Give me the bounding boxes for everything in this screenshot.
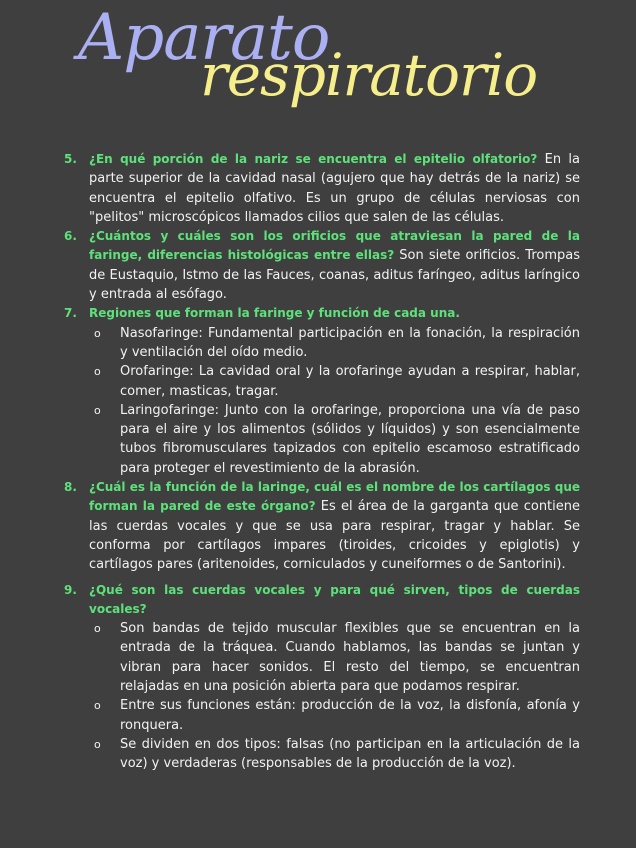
list-item: o Entre sus funciones están: producción de la voz, la disfonía, afonía y ronquera. bbox=[94, 696, 580, 735]
question-text: ¿Cuál es la función de la laringe, cuál es el nombre de los cartílagos que forman la pared de este órgano? bbox=[89, 480, 580, 514]
list-item: o Orofaringe: La cavidad oral y la orofaringe ayudan a respirar, hablar, comer, masticas, tragar. bbox=[94, 362, 580, 401]
answer-text: Es el área de la garganta que contiene las cuerdas vocales y que se usa para respirar, tragar y hablar. Se conforma por cartílagos impares (tiroides, cricoides y epiglotis) y cartílagos pares (aritenoides, corniculados y cuneiformes o de Santorini). bbox=[89, 499, 580, 573]
list-item: o Se dividen en dos tipos: falsas (no participan en la articulación de la voz) y verdaderas (responsables de la producción de la voz). bbox=[94, 735, 580, 774]
question-text: ¿Cuántos y cuáles son los orificios que atraviesan la pared de la faringe, diferencias histológicas entre ellas? bbox=[89, 229, 580, 263]
bullet-icon: o bbox=[94, 622, 101, 636]
question-9 bbox=[64, 581, 580, 620]
bullet-icon: o bbox=[94, 365, 101, 379]
list-item: o Son bandas de tejido muscular flexibles que se encuentran en la entrada de la tráquea. Cuando hablamos, las bandas se juntan y vibran para hacer sonidos. El resto del tiempo, se encuentran relajadas en una posición abierta para que podamos respirar. bbox=[94, 619, 580, 696]
bullet-icon: o bbox=[94, 326, 101, 340]
question-text: ¿En qué porción de la nariz se encuentra el epitelio olfatorio? bbox=[89, 152, 538, 166]
question-5 bbox=[64, 150, 580, 227]
question-number: 7. bbox=[64, 306, 77, 321]
title-line-2: respiratorio bbox=[200, 41, 538, 109]
answer-text: Son siete orificios. Trompas de Eustaquio, Istmo de las Fauces, coanas, aditus faríngeo, aditus laríngico y entrada al esófago. bbox=[89, 248, 580, 303]
question-number: 9. bbox=[64, 582, 77, 597]
q9-list bbox=[64, 619, 580, 773]
bullet-icon: o bbox=[94, 403, 101, 417]
question-text: ¿Qué son las cuerdas vocales y para qué sirven, tipos de cuerdas vocales? bbox=[89, 582, 580, 616]
question-number: 8. bbox=[64, 480, 77, 495]
question-6 bbox=[64, 227, 580, 304]
question-text: Regiones que forman la faringe y función de cada una. bbox=[89, 306, 460, 321]
list-item: o Nasofaringe: Fundamental participación en la fonación, la respiración y ventilación del oído medio. bbox=[94, 324, 580, 363]
answer-text: En la parte superior de la cavidad nasal (agujero que hay detrás de la nariz) se encuentra el epitelio olfativo. Es un grupo de células nerviosas con "pelitos" microscópicos llamados cilios que salen de las células. bbox=[89, 152, 581, 225]
document-body bbox=[64, 150, 580, 774]
question-7 bbox=[64, 304, 580, 323]
bullet-icon: o bbox=[94, 737, 101, 751]
title-line-1: Aparato bbox=[78, 1, 330, 75]
bullet-icon: o bbox=[94, 699, 101, 713]
page-title bbox=[0, 0, 636, 150]
question-number: 6. bbox=[64, 229, 77, 244]
q7-list bbox=[64, 324, 580, 478]
question-number: 5. bbox=[64, 152, 77, 166]
question-8 bbox=[64, 478, 580, 574]
list-item: o Laringofaringe: Junto con la orofaringe, proporciona una vía de paso para el aire y los alimentos (sólidos y líquidos) y son esencialmente tubos fibromusculares tapizados con epitelio escamoso estratificado para proteger el revestimiento de la abrasión. bbox=[94, 401, 580, 478]
